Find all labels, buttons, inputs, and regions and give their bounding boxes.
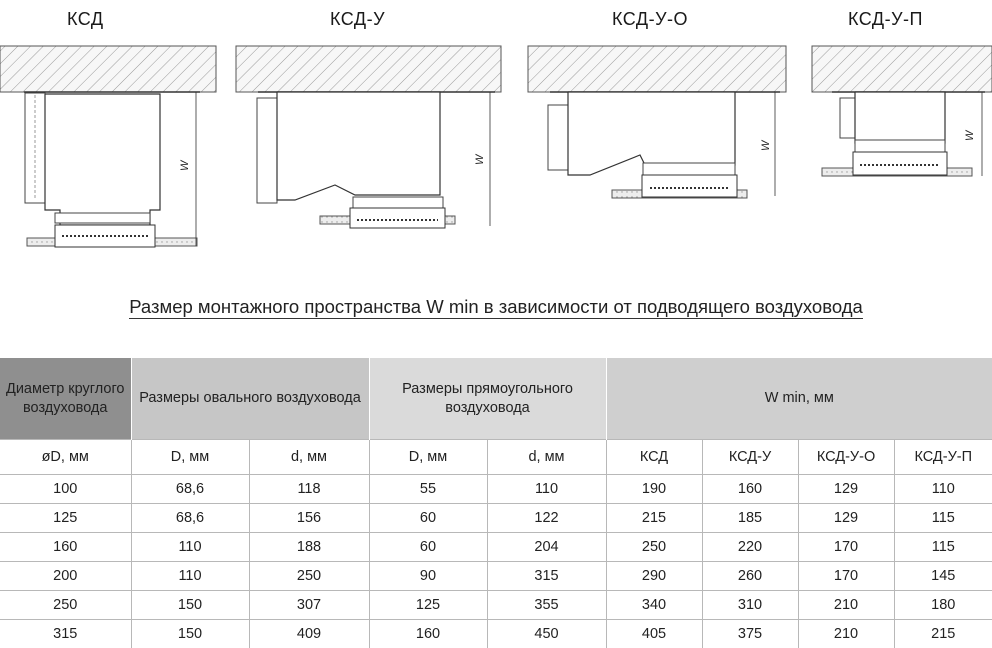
diagram-ksd (0, 9, 216, 247)
table-cell: 290 (606, 562, 702, 591)
table-cell: 170 (798, 533, 894, 562)
table-cell: 60 (369, 533, 487, 562)
diagram-ksd-u (236, 9, 501, 228)
table-cell: 115 (894, 504, 992, 533)
section-subtitle (0, 296, 992, 318)
table-cell: 260 (702, 562, 798, 591)
wmin-table-wrapper (0, 358, 992, 648)
table-cell: 68,6 (131, 504, 249, 533)
subheader-cell: d, мм (487, 440, 606, 475)
table-cell: 250 (606, 533, 702, 562)
table-cell: 215 (894, 620, 992, 648)
table-cell: 110 (894, 475, 992, 504)
table-cell: 160 (702, 475, 798, 504)
table-cell: 180 (894, 591, 992, 620)
diagram-ksd-u-o (528, 9, 786, 198)
table-cell: 204 (487, 533, 606, 562)
table-cell: 122 (487, 504, 606, 533)
subheader-cell: КСД-У (702, 440, 798, 475)
table-cell: 125 (369, 591, 487, 620)
table-row (0, 620, 992, 648)
table-cell: 340 (606, 591, 702, 620)
table-cell: 156 (249, 504, 369, 533)
table-cell: 125 (0, 504, 131, 533)
table-cell: 145 (894, 562, 992, 591)
subheader-cell: d, мм (249, 440, 369, 475)
table-cell: 110 (487, 475, 606, 504)
table-cell: 250 (249, 562, 369, 591)
table-row (0, 475, 992, 504)
table-cell: 250 (0, 591, 131, 620)
diagram-title-ksd-u: КСД-У (330, 9, 385, 29)
table-body (0, 475, 992, 648)
wmin-table (0, 358, 992, 648)
section-subtitle-text: Размер монтажного пространства W min в зависимости от подводящего воздуховода (129, 296, 863, 319)
diagram-ksd-u-p (812, 9, 992, 176)
table-cell: 160 (369, 620, 487, 648)
table-cell: 315 (487, 562, 606, 591)
table-cell: 409 (249, 620, 369, 648)
diagram-title-ksd-u-p: КСД-У-П (848, 9, 923, 29)
table-cell: 129 (798, 504, 894, 533)
dimension-label-w-3: W (760, 139, 772, 151)
table-cell: 315 (0, 620, 131, 648)
table-cell: 118 (249, 475, 369, 504)
table-cell: 307 (249, 591, 369, 620)
dimension-label-w-2: W (474, 153, 486, 165)
header-rect-sizes: Размеры прямоугольного воздуховода (369, 358, 606, 440)
subheader-cell: КСД-У-О (798, 440, 894, 475)
table-cell: 55 (369, 475, 487, 504)
table-cell: 68,6 (131, 475, 249, 504)
table-cell: 375 (702, 620, 798, 648)
table-cell: 355 (487, 591, 606, 620)
diagram-title-ksd: КСД (67, 9, 104, 29)
table-cell: 129 (798, 475, 894, 504)
header-round-diameter: Диаметр круглого воздуховода (0, 358, 131, 440)
header-wmin: W min, мм (606, 358, 992, 440)
table-cell: 110 (131, 562, 249, 591)
table-cell: 160 (0, 533, 131, 562)
dimension-label-w-1: W (179, 159, 191, 171)
table-cell: 90 (369, 562, 487, 591)
table-cell: 185 (702, 504, 798, 533)
table-cell: 190 (606, 475, 702, 504)
table-row (0, 591, 992, 620)
table-cell: 150 (131, 620, 249, 648)
dimension-label-w-4: W (964, 129, 976, 141)
table-cell: 220 (702, 533, 798, 562)
table-row (0, 504, 992, 533)
subheader-cell: D, мм (369, 440, 487, 475)
diagram-title-ksd-u-o: КСД-У-О (612, 9, 688, 29)
header-oval-sizes: Размеры овального воздуховода (131, 358, 369, 440)
table-cell: 200 (0, 562, 131, 591)
table-cell: 210 (798, 620, 894, 648)
table-cell: 60 (369, 504, 487, 533)
table-cell: 210 (798, 591, 894, 620)
table-cell: 170 (798, 562, 894, 591)
table-cell: 188 (249, 533, 369, 562)
table-row (0, 533, 992, 562)
table-cell: 115 (894, 533, 992, 562)
subheader-cell: øD, мм (0, 440, 131, 475)
table-cell: 215 (606, 504, 702, 533)
subheader-cell: КСД-У-П (894, 440, 992, 475)
table-cell: 450 (487, 620, 606, 648)
diffuser-diagrams (0, 0, 992, 290)
table-cell: 405 (606, 620, 702, 648)
table-cell: 310 (702, 591, 798, 620)
subheader-cell: КСД (606, 440, 702, 475)
subheader-cell: D, мм (131, 440, 249, 475)
table-cell: 100 (0, 475, 131, 504)
table-cell: 110 (131, 533, 249, 562)
table-row (0, 562, 992, 591)
table-cell: 150 (131, 591, 249, 620)
